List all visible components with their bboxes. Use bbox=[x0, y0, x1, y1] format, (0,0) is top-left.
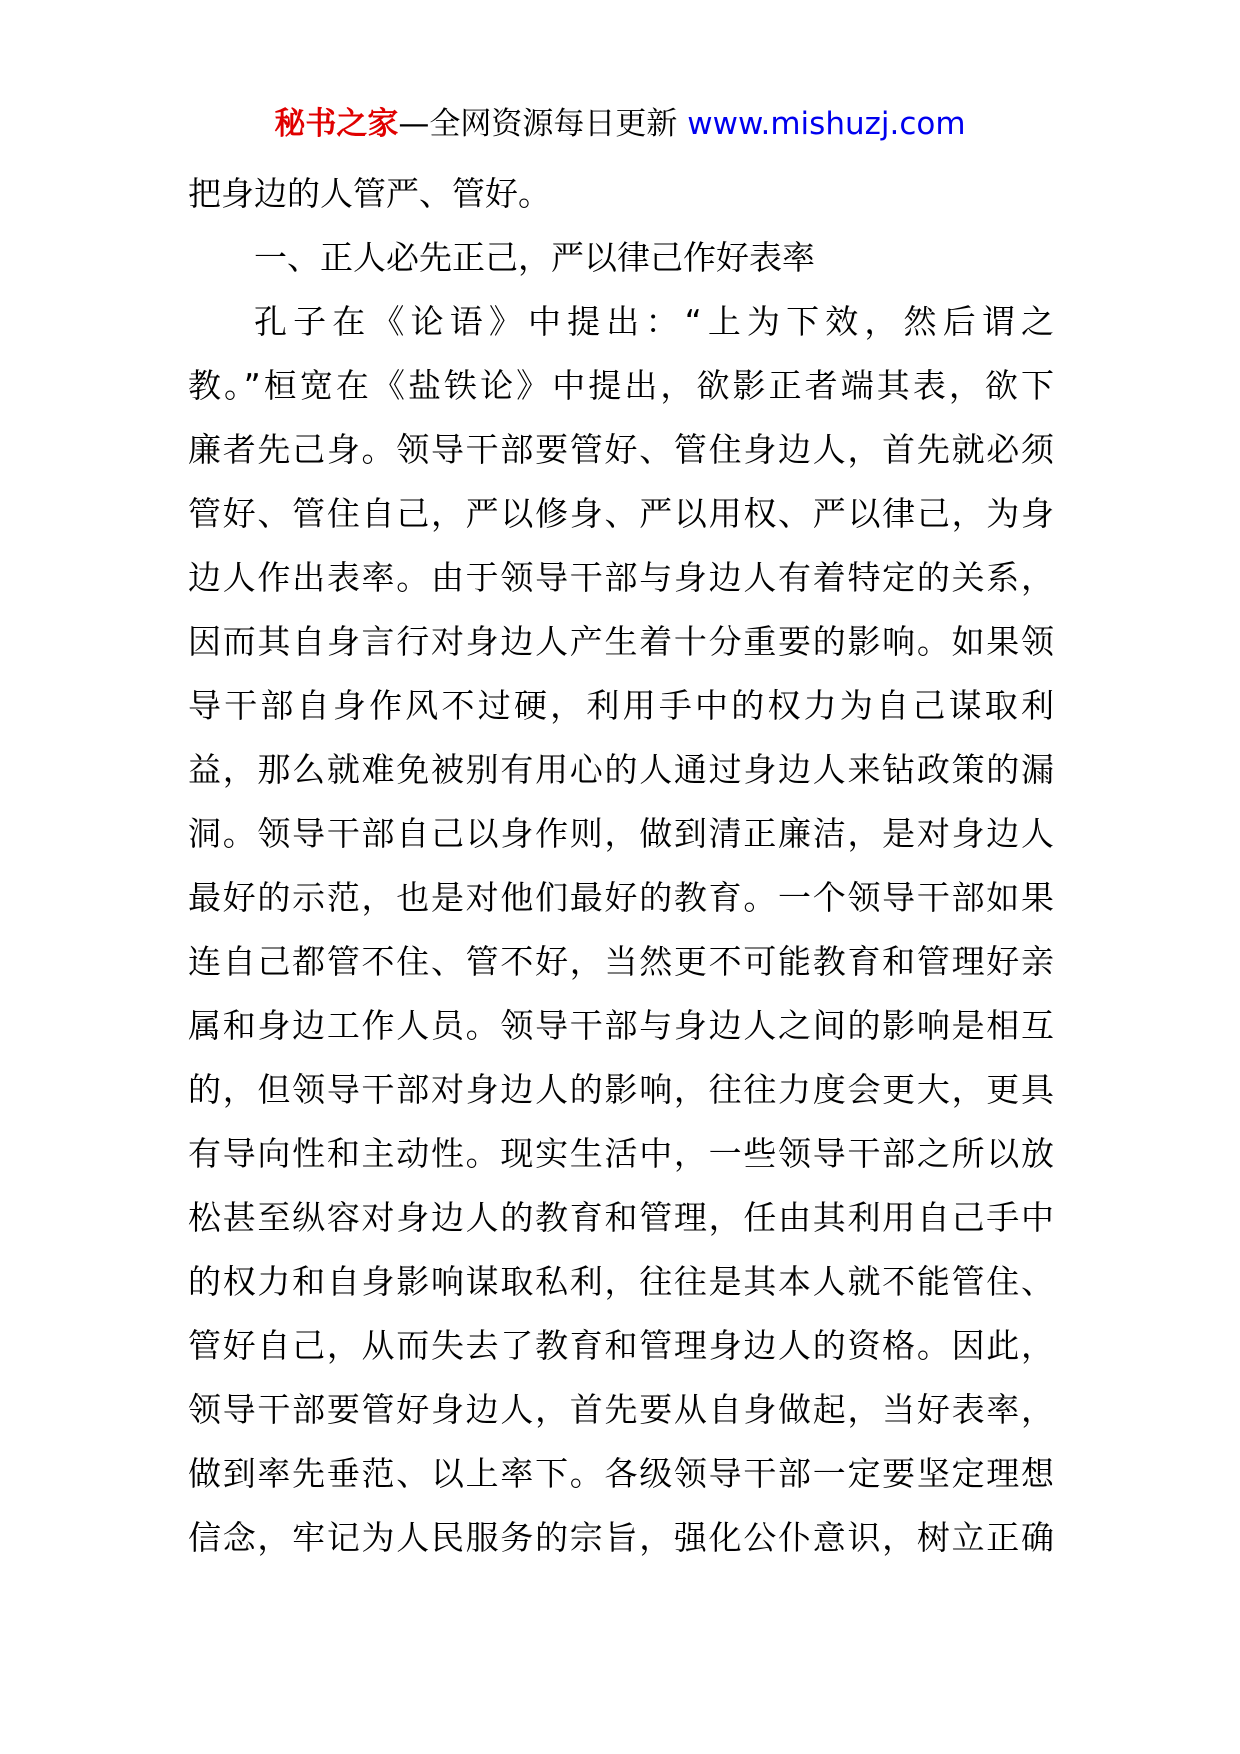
brand-name: 秘书之家 bbox=[274, 106, 399, 142]
text-line: 教。”桓宽在《盐铁论》中提出，欲影正者端其表，欲下 bbox=[188, 366, 1054, 405]
text-line: 管好自己，从而失去了教育和管理身边人的资格。因此， bbox=[188, 1326, 1054, 1365]
text-line: 属和身边工作人员。领导干部与身边人之间的影响是相互 bbox=[188, 1006, 1054, 1045]
header-slogan: —全网资源每日更新 bbox=[398, 106, 688, 142]
text-line: 导干部自身作风不过硬，利用手中的权力为自己谋取利 bbox=[188, 686, 1054, 725]
text-line: 松甚至纵容对身边人的教育和管理，任由其利用自己手中 bbox=[188, 1198, 1054, 1237]
text-line: 廉者先己身。领导干部要管好、管住身边人，首先就必须 bbox=[188, 430, 1054, 469]
text-line: 最好的示范，也是对他们最好的教育。一个领导干部如果 bbox=[188, 878, 1054, 917]
paragraph-first-line: 孔子在《论语》中提出：“上为下效，然后谓之 bbox=[254, 302, 1054, 341]
text-line: 边人作出表率。由于领导干部与身边人有着特定的关系， bbox=[188, 558, 1054, 597]
text-line: 的，但领导干部对身边人的影响，往往力度会更大，更具 bbox=[188, 1070, 1054, 1109]
document-body bbox=[188, 162, 1054, 1570]
text-line: 连自己都管不住、管不好，当然更不可能教育和管理好亲 bbox=[188, 942, 1054, 981]
text-line: 信念，牢记为人民服务的宗旨，强化公仆意识，树立正确 bbox=[188, 1518, 1054, 1557]
text-line: 把身边的人管严、管好。 bbox=[188, 174, 551, 213]
text-line: 领导干部要管好身边人，首先要从自身做起，当好表率， bbox=[188, 1390, 1054, 1429]
section-heading: 一、正人必先正己，严以律己作好表率 bbox=[254, 238, 815, 277]
text-line: 洞。领导干部自己以身作则，做到清正廉洁，是对身边人 bbox=[188, 814, 1054, 853]
text-line: 的权力和自身影响谋取私利，往往是其本人就不能管住、 bbox=[188, 1262, 1054, 1301]
text-line: 益，那么就难免被别有用心的人通过身边人来钻政策的漏 bbox=[188, 750, 1054, 789]
text-line: 因而其自身言行对身边人产生着十分重要的影响。如果领 bbox=[188, 622, 1054, 661]
site-url-link[interactable]: www.mishuzj.com bbox=[687, 106, 966, 142]
site-header bbox=[0, 100, 1240, 148]
text-line: 管好、管住自己，严以修身、严以用权、严以律己，为身 bbox=[188, 494, 1054, 533]
text-line: 做到率先垂范、以上率下。各级领导干部一定要坚定理想 bbox=[188, 1454, 1054, 1493]
text-line: 有导向性和主动性。现实生活中，一些领导干部之所以放 bbox=[188, 1134, 1054, 1173]
